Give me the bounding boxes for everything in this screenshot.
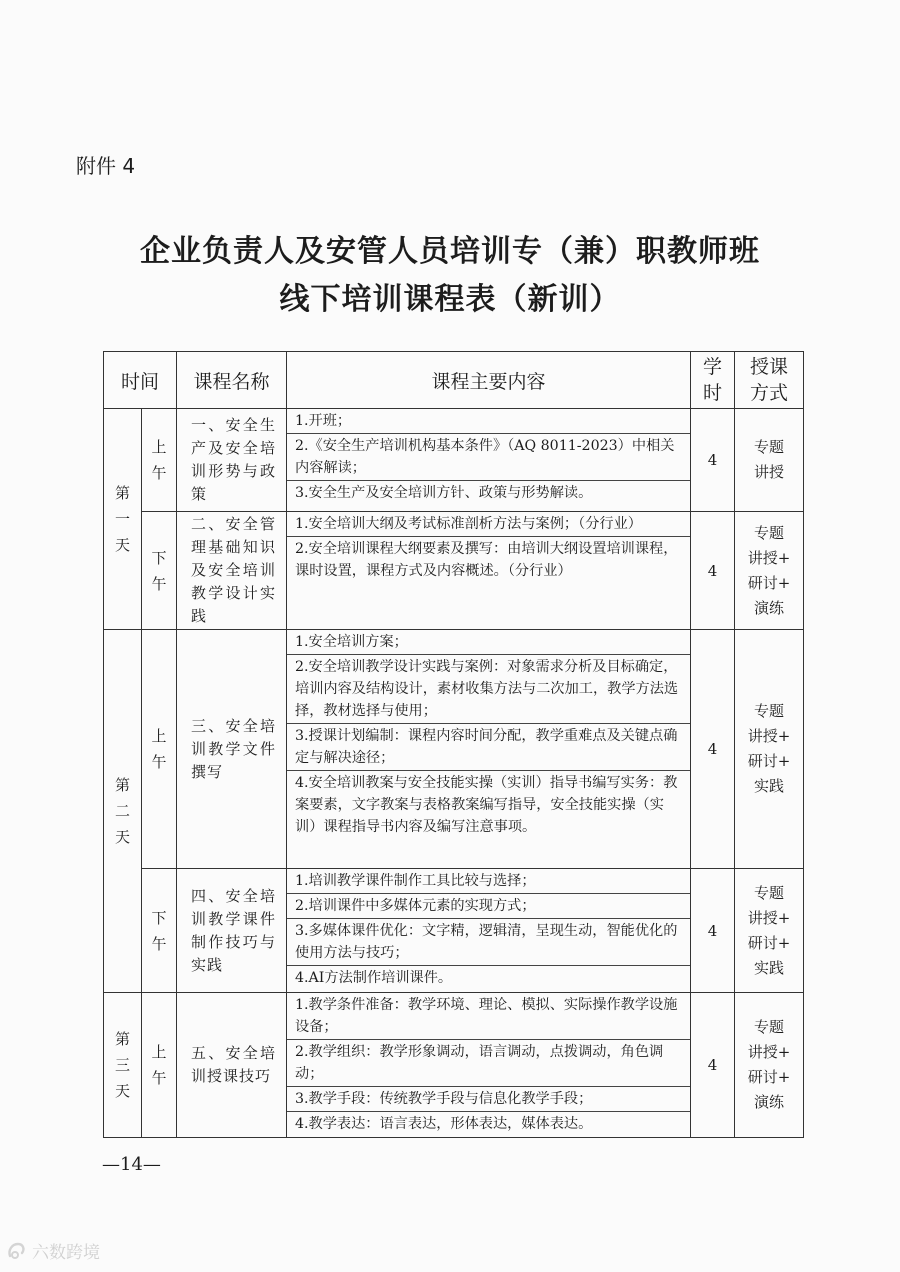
- header-course-content: 课程主要内容: [287, 352, 691, 409]
- course-content: [287, 993, 691, 1138]
- half-day-label: 下 午: [142, 512, 177, 630]
- hours-value: 4: [691, 993, 735, 1138]
- table-row: [104, 869, 804, 993]
- day-label: 第 一 天: [104, 409, 142, 630]
- header-hours-line: 学: [703, 356, 723, 378]
- header-time: 时间: [104, 352, 177, 409]
- course-schedule-table: [103, 351, 804, 1138]
- half-day-label: 下 午: [142, 869, 177, 993]
- header-course-name: 课程名称: [177, 352, 287, 409]
- course-name: 一、安全生产及安全培训形势与政策: [177, 409, 287, 512]
- content-item: 3.教学手段：传统教学手段与信息化教学手段；: [287, 1087, 690, 1112]
- half-day-label: 上 午: [142, 409, 177, 512]
- table-row: [104, 993, 804, 1138]
- content-item: 1.安全培训方案；: [287, 630, 690, 655]
- content-item: 2.教学组织：教学形象调动，语言调动，点拨调动，角色调动；: [287, 1040, 690, 1087]
- table-row: [104, 630, 804, 869]
- day-label: 第 三 天: [104, 993, 142, 1138]
- content-item: 4.教学表达：语言表达，形体表达，媒体表达。: [295, 1116, 593, 1132]
- half-day-label: 上 午: [142, 630, 177, 869]
- hours-value: 4: [691, 630, 735, 869]
- course-name: 四、安全培训教学课件制作技巧与实践: [177, 869, 287, 993]
- day-label: 第 二 天: [104, 630, 142, 993]
- content-item: 1.安全培训大纲及考试标准剖析方法与案例；（分行业）: [287, 512, 690, 537]
- document-title-line-1: 企业负责人及安管人员培训专（兼）职教师班: [140, 234, 760, 269]
- course-content: [287, 630, 691, 869]
- content-item: 1.教学条件准备：教学环境、理论、模拟、实际操作教学设施设备；: [287, 993, 690, 1040]
- hours-value: 4: [691, 409, 735, 512]
- content-item: 3.安全生产及安全培训方针、政策与形势解读。: [295, 485, 593, 501]
- content-item: 3.授课计划编制：课程内容时间分配，教学重难点及关键点确定与解决途径；: [287, 724, 690, 771]
- header-method-line: 授课: [750, 356, 789, 378]
- hours-value: 4: [691, 869, 735, 993]
- half-day-label: 上 午: [142, 993, 177, 1138]
- teaching-method: 专题 讲授: [735, 409, 804, 512]
- teaching-method: 专题 讲授+ 研讨+ 演练: [735, 993, 804, 1138]
- header-hours-line: 时: [703, 382, 723, 404]
- hours-value: 4: [691, 512, 735, 630]
- course-name: 三、安全培训教学文件撰写: [177, 630, 287, 869]
- teaching-method: 专题 讲授+ 研讨+ 实践: [735, 869, 804, 993]
- content-item: 2.培训课件中多媒体元素的实现方式；: [287, 894, 690, 919]
- content-item: 1.培训教学课件制作工具比较与选择；: [287, 869, 690, 894]
- attachment-label: 附件 4: [76, 154, 136, 178]
- watermark-logo-icon: [6, 1240, 28, 1262]
- content-item: 2.《安全生产培训机构基本条件》（AQ 8011-2023）中相关内容解读；: [287, 434, 690, 481]
- document-title-line-2: 线下培训课程表（新训）: [279, 282, 621, 317]
- content-item: 4.AI方法制作培训课件。: [295, 970, 453, 986]
- page-number: —14—: [102, 1154, 161, 1175]
- watermark: [6, 1238, 100, 1263]
- header-method: [735, 352, 804, 409]
- course-name: 五、安全培训授课技巧: [177, 993, 287, 1138]
- course-content: [287, 869, 691, 993]
- header-hours: [691, 352, 735, 409]
- content-item: 1.开班；: [287, 409, 690, 434]
- table-header-row: [104, 352, 804, 409]
- content-item: 3.多媒体课件优化：文字精，逻辑清，呈现生动，智能优化的使用方法与技巧；: [287, 919, 690, 966]
- content-item: 4.安全培训教案与安全技能实操（实训）指导书编写实务：教案要素，文字教案与表格教案编写指导，安全技能实操（实训）课程指导书内容及编写注意事项。: [295, 775, 678, 835]
- table-row: [104, 512, 804, 630]
- course-content: [287, 512, 691, 630]
- content-item: 2.安全培训课程大纲要素及撰写：由培训大纲设置培训课程，课时设置，课程方式及内容概述。（分行业）: [295, 541, 678, 579]
- table-row: [104, 409, 804, 512]
- course-content: [287, 409, 691, 512]
- teaching-method: 专题 讲授+ 研讨+ 实践: [735, 630, 804, 869]
- teaching-method: 专题 讲授+ 研讨+ 演练: [735, 512, 804, 630]
- content-item: 2.安全培训教学设计实践与案例：对象需求分析及目标确定，培训内容及结构设计，素材收集方法与二次加工，教学方法选择，教材选择与使用；: [287, 655, 690, 724]
- watermark-text: 六数跨境: [32, 1243, 100, 1263]
- course-name: 二、安全管理基础知识及安全培训教学设计实践: [177, 512, 287, 630]
- header-method-line: 方式: [750, 382, 789, 404]
